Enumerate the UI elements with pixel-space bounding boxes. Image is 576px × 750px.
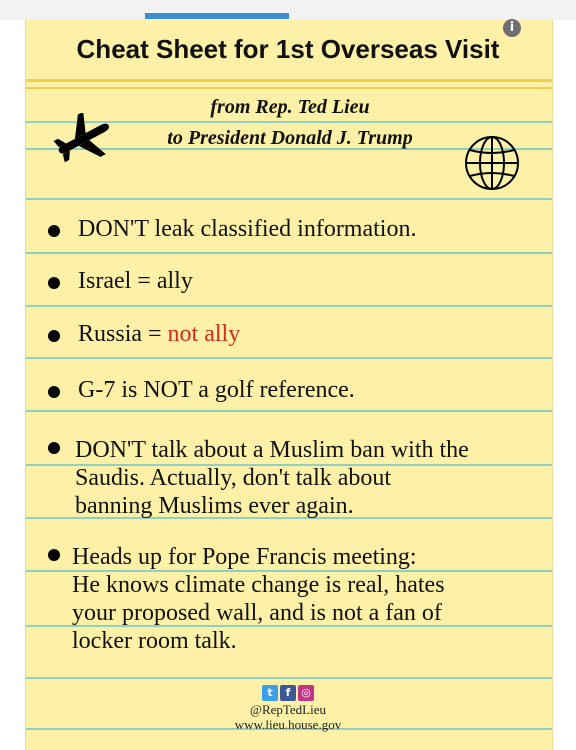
item-text-line: He knows climate change is real, hates: [72, 572, 445, 598]
page-title: Cheat Sheet for 1st Overseas Visit: [76, 34, 500, 64]
rule-line: [26, 198, 552, 200]
instagram-icon[interactable]: ◎: [298, 685, 314, 701]
rule-line: [26, 87, 552, 89]
twitter-icon[interactable]: t: [262, 685, 278, 701]
bullet-dot: [48, 330, 60, 342]
facebook-icon[interactable]: f: [280, 685, 296, 701]
item-text-line: banning Muslims ever again.: [75, 493, 354, 519]
social-icons: [262, 685, 314, 701]
rule-line: [26, 677, 552, 679]
list-item: [48, 215, 544, 247]
globe-icon: [462, 133, 522, 193]
list-item: [48, 543, 544, 655]
item-text: Israel = ally: [78, 268, 193, 294]
item-text: DON'T leak classified information.: [78, 216, 417, 242]
list-item: [48, 376, 544, 408]
bullet-dot: [48, 442, 60, 454]
item-text-line: locker room talk.: [72, 628, 237, 654]
rule-line: [26, 252, 552, 254]
rule-line: [26, 305, 552, 307]
bullet-dot: [48, 386, 60, 398]
item-text-line: Heads up for Pope Francis meeting:: [72, 544, 417, 570]
rule-line: [26, 410, 552, 412]
list-item: [48, 267, 544, 299]
top-tab-indicator: [145, 13, 289, 19]
rule-line: [26, 79, 552, 82]
item-text-highlight: not ally: [167, 321, 241, 347]
info-icon[interactable]: i: [503, 19, 521, 37]
item-text-line: your proposed wall, and is not a fan of: [72, 600, 442, 626]
bullet-dot: [48, 225, 60, 237]
list-item: [48, 320, 544, 352]
website-link[interactable]: www.lieu.house.gov: [234, 717, 342, 732]
byline-from: from Rep. Ted Lieu: [210, 96, 370, 118]
bullet-dot: [48, 549, 60, 561]
item-text-line: DON'T talk about a Muslim ban with the: [75, 437, 469, 463]
item-text-prefix: Russia =: [78, 321, 168, 347]
top-bar: [0, 0, 576, 20]
item-text-line: Saudis. Actually, don't talk about: [75, 465, 392, 491]
item-text: G-7 is NOT a golf reference.: [78, 377, 355, 403]
twitter-handle[interactable]: @RepTedLieu: [249, 702, 327, 717]
byline-to: to President Donald J. Trump: [167, 127, 413, 149]
rule-line: [26, 357, 552, 359]
item-text: [78, 320, 240, 348]
bullet-dot: [48, 277, 60, 289]
list-item: [48, 436, 544, 520]
